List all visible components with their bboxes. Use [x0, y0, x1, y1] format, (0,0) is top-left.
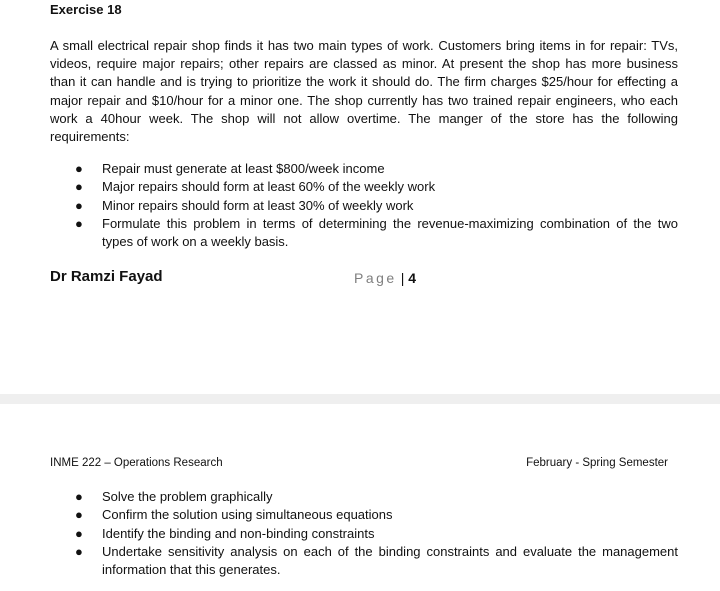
- exercise-title: Exercise 18: [50, 2, 122, 17]
- list-item: [50, 525, 678, 543]
- footer-page-number: [354, 268, 416, 288]
- bullet-icon: ●: [75, 161, 83, 176]
- list-item: [50, 160, 678, 178]
- document-page-5: [0, 404, 720, 591]
- list-item: [50, 506, 678, 524]
- requirements-list: [50, 160, 678, 251]
- list-item: [50, 488, 678, 506]
- header-semester: February - Spring Semester: [526, 457, 668, 469]
- list-item-text: Formulate this problem in terms of determining the revenue-maximizing combination of the two types of work on a weekly basis.: [102, 215, 678, 250]
- list-item-text: Solve the problem graphically: [102, 489, 273, 504]
- page-separator: |: [400, 270, 405, 286]
- bullet-icon: ●: [75, 543, 83, 559]
- bullet-icon: ●: [75, 215, 83, 231]
- list-item-text: Minor repairs should form at least 30% of weekly work: [102, 197, 414, 213]
- tasks-list: [50, 488, 678, 579]
- list-item-text: Identify the binding and non-binding constraints: [102, 525, 375, 541]
- bullet-icon: ●: [75, 507, 83, 523]
- page-separator-gap: [0, 394, 720, 404]
- bullet-icon: ●: [75, 489, 83, 504]
- list-item: [50, 178, 678, 196]
- list-item: [50, 197, 678, 215]
- footer-author: Dr Ramzi Fayad: [50, 268, 163, 285]
- list-item-text: Undertake sensitivity analysis on each of the binding constraints and evaluate the management information that this generates.: [102, 543, 678, 578]
- header-course: INME 222 – Operations Research: [50, 457, 223, 469]
- list-item-text: Repair must generate at least $800/week income: [102, 161, 385, 176]
- list-item-text: Confirm the solution using simultaneous equations: [102, 507, 393, 523]
- list-item-text: Major repairs should form at least 60% of the weekly work: [102, 179, 436, 195]
- page-number-value: 4: [408, 270, 417, 286]
- bullet-icon: ●: [75, 197, 83, 213]
- problem-statement: A small electrical repair shop finds it has two main types of work. Customers bring items in for repair: TVs, videos, require major repairs; other repairs are classed as minor. At present the shop has more business than it can handle and is trying to prioritize the work it should do. The firm charges $25/hour for effecting a major repair and $10/hour for a minor one. The shop currently has two trained repair engineers, who each work a 40hour week. The shop will not allow overtime. The manger of the store has the following requirements:: [50, 38, 678, 145]
- bullet-icon: ●: [75, 179, 83, 195]
- bullet-icon: ●: [75, 525, 83, 541]
- page-label: Page: [354, 270, 397, 286]
- list-item: [50, 543, 678, 580]
- list-item: [50, 215, 678, 252]
